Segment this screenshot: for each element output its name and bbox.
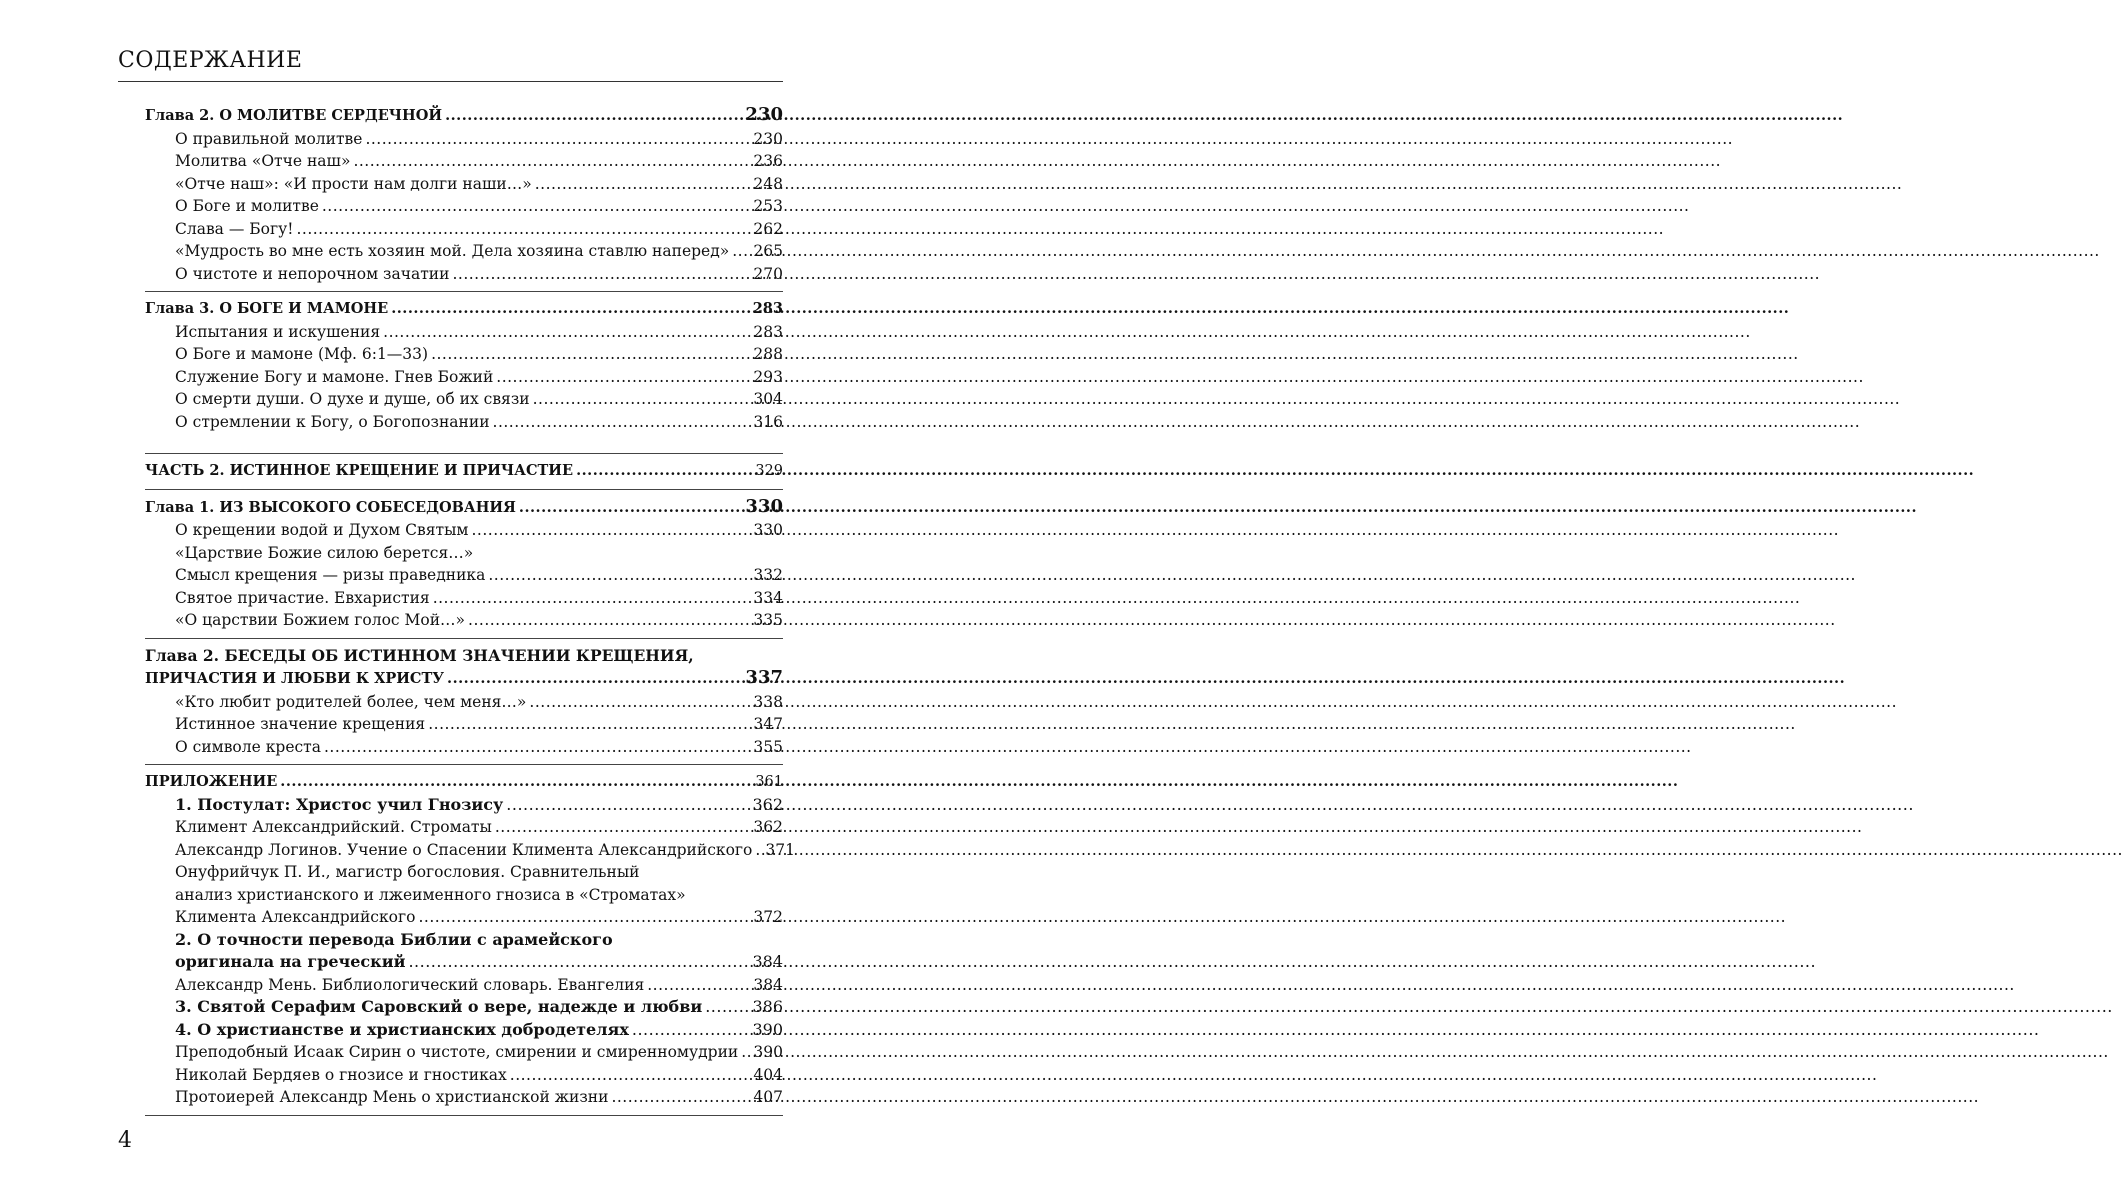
dot-leader — [280, 771, 753, 794]
divider — [145, 1115, 783, 1116]
toc-entry-page: 330 — [745, 495, 783, 517]
toc-entry[interactable] — [145, 366, 783, 389]
toc-entry-title: «Мудрость во мне есть хозяин мой. Дела хозяина ставлю наперед» — [175, 242, 730, 260]
dot-leader — [383, 321, 751, 344]
toc-section-line1[interactable]: 2. О точности перевода Библии с арамейского — [175, 929, 613, 949]
toc-chapter[interactable] — [145, 104, 783, 128]
dot-leader — [391, 298, 751, 321]
table-of-contents — [145, 104, 795, 1122]
toc-section[interactable] — [145, 1019, 783, 1042]
toc-entry-line[interactable]: анализ христианского и лжеименного гнозиса в «Строматах» — [175, 885, 686, 904]
toc-entry-title: Испытания и искушения — [175, 322, 381, 341]
divider — [145, 453, 783, 454]
toc-entry-title: О Боге и молитве — [175, 197, 319, 215]
toc-entry-page: 384 — [752, 952, 783, 971]
toc-entry[interactable] — [145, 173, 783, 196]
toc-entry[interactable] — [145, 691, 783, 714]
toc-entry-page: 386 — [752, 997, 783, 1016]
dot-leader — [496, 366, 751, 389]
toc-entry-title: Глава 3. О БОГЕ И МАМОНЕ — [145, 300, 389, 317]
toc-entry-title: «Отче наш»: «И прости нам долги наши…» — [175, 174, 532, 193]
toc-entry-page: 362 — [753, 818, 783, 836]
toc-entry-title: Николай Бердяев о гнозисе и гностиках — [175, 1065, 507, 1084]
toc-entry-title: Глава 1. ИЗ ВЫСОКОГО СОБЕСЕДОВАНИЯ — [145, 498, 516, 516]
toc-appendix[interactable] — [145, 771, 783, 794]
toc-entry[interactable] — [145, 150, 783, 173]
dot-leader — [705, 996, 750, 1019]
toc-entry-page: 372 — [753, 908, 783, 926]
toc-entry[interactable] — [145, 321, 783, 344]
toc-entry-page: 265 — [753, 242, 783, 260]
toc-entry[interactable] — [145, 609, 783, 632]
dot-leader — [324, 736, 751, 759]
dot-leader — [533, 388, 752, 411]
divider — [145, 489, 783, 490]
toc-entry[interactable] — [145, 195, 783, 218]
toc-entry-title: О стремлении к Богу, о Богопознании — [175, 412, 490, 431]
toc-entry-title: Александр Логинов. Учение о Спасении Климента Александрийского — [175, 840, 753, 859]
toc-entry[interactable] — [145, 736, 783, 759]
toc-entry-title: ПРИЧАСТИЯ И ЛЮБВИ К ХРИСТУ — [145, 670, 445, 687]
toc-entry-page: 304 — [753, 390, 783, 408]
toc-entry-title: Преподобный Исаак Сирин о чистоте, смирении и смиренномудрии — [175, 1043, 739, 1061]
toc-entry-title: Святое причастие. Евхаристия — [175, 588, 430, 607]
toc-entry-title: О правильной молитве — [175, 129, 363, 148]
dot-leader — [431, 343, 751, 366]
dot-leader — [576, 460, 753, 483]
toc-entry[interactable] — [145, 218, 783, 241]
toc-entry[interactable] — [145, 343, 783, 366]
dot-leader — [755, 839, 763, 862]
toc-entry-page: 253 — [753, 197, 783, 215]
dot-leader — [741, 1041, 751, 1064]
toc-entry-title: Молитва «Отче наш» — [175, 152, 351, 170]
dot-leader — [445, 105, 743, 128]
toc-chapter-line1[interactable]: Глава 2. БЕСЕДЫ ОБ ИСТИННОМ ЗНАЧЕНИИ КРЕЩЕНИЯ, — [145, 645, 694, 665]
dot-leader — [468, 609, 751, 632]
toc-entry[interactable] — [145, 587, 783, 610]
toc-entry[interactable] — [145, 240, 783, 263]
toc-entry-title: ЧАСТЬ 2. ИСТИННОЕ КРЕЩЕНИЕ И ПРИЧАСТИЕ — [145, 462, 574, 479]
toc-entry-page: 262 — [753, 219, 783, 238]
toc-entry-page: 283 — [752, 300, 783, 317]
toc-entry-page: 288 — [753, 345, 783, 363]
dot-leader — [495, 816, 752, 839]
toc-entry-page: 293 — [753, 367, 783, 386]
dot-leader — [506, 794, 750, 817]
toc-entry[interactable]: «Царствие Божие силою берется…» — [175, 543, 474, 562]
dot-leader — [647, 974, 751, 997]
toc-entry-page: 329 — [755, 463, 783, 479]
divider — [145, 764, 783, 765]
toc-entry-title: 4. О христианстве и христианских добродетелях — [175, 1019, 629, 1039]
toc-entry-title: оригинала на греческий — [175, 952, 406, 971]
toc-entry[interactable] — [145, 263, 783, 286]
dot-leader — [447, 668, 743, 691]
toc-entry-title: Смысл крещения — ризы праведника — [175, 566, 486, 584]
toc-entry-page: 332 — [753, 566, 783, 584]
dot-leader — [365, 128, 751, 151]
toc-entry[interactable] — [145, 1041, 783, 1064]
toc-section[interactable] — [145, 996, 783, 1019]
toc-part[interactable] — [145, 460, 783, 483]
toc-chapter[interactable] — [145, 667, 783, 691]
toc-entry-page: 334 — [753, 588, 783, 607]
page-number: 4 — [118, 1128, 132, 1153]
toc-entry-title: ПРИЛОЖЕНИЕ — [145, 773, 278, 790]
dot-leader — [408, 951, 750, 974]
dot-leader — [433, 587, 752, 610]
toc-chapter[interactable] — [145, 496, 783, 520]
toc-entry[interactable] — [145, 906, 783, 929]
toc-entry[interactable] — [145, 564, 783, 587]
toc-entry-title: Александр Мень. Библиологический словарь. Евангелия — [175, 975, 645, 994]
toc-entry-page: 330 — [753, 521, 783, 539]
toc-entry[interactable] — [145, 411, 783, 434]
toc-entry-page: 404 — [753, 1065, 783, 1084]
toc-entry-page: 316 — [753, 412, 783, 431]
toc-entry-title: Климента Александрийского — [175, 908, 416, 926]
toc-entry-page: 283 — [753, 322, 783, 341]
dot-leader — [510, 1064, 752, 1087]
dot-leader — [296, 218, 751, 241]
toc-entry-page: 407 — [753, 1088, 783, 1106]
toc-entry-page: 335 — [753, 611, 783, 629]
dot-leader — [471, 519, 751, 542]
dot-leader — [488, 564, 751, 587]
toc-entry-page: 230 — [745, 104, 783, 125]
dot-leader — [452, 263, 751, 286]
toc-entry-page: 230 — [753, 129, 783, 148]
dot-leader — [428, 713, 751, 736]
toc-entry-title: О чистоте и непорочном зачатии — [175, 264, 450, 283]
toc-chapter[interactable] — [145, 298, 783, 321]
toc-entry[interactable] — [145, 1064, 783, 1087]
toc-entry-title: 3. Святой Серафим Саровский о вере, надежде и любви — [175, 997, 703, 1016]
dot-leader — [519, 497, 744, 520]
page-title: СОДЕРЖАНИЕ — [118, 48, 303, 73]
toc-entry-page: 390 — [753, 1043, 783, 1061]
toc-entry-title: 1. Постулат: Христос учил Гнозису — [175, 794, 504, 814]
toc-entry-page: 347 — [753, 715, 783, 733]
toc-entry-title: «Кто любит родителей более, чем меня…» — [175, 692, 527, 711]
dot-leader — [493, 411, 752, 434]
dot-leader — [322, 195, 752, 218]
toc-section[interactable] — [145, 794, 783, 817]
toc-entry-page: 248 — [753, 174, 783, 193]
dot-leader — [535, 173, 752, 196]
toc-entry-page: 361 — [755, 774, 783, 790]
toc-entry[interactable] — [145, 1086, 783, 1109]
toc-entry-title: Климент Александрийский. Строматы — [175, 818, 492, 836]
toc-entry-title: О смерти души. О духе и душе, об их связи — [175, 390, 530, 408]
dot-leader — [418, 906, 751, 929]
toc-section[interactable] — [145, 951, 783, 974]
toc-entry-page: 270 — [753, 264, 783, 283]
toc-entry-title: Служение Богу и мамоне. Гнев Божий — [175, 367, 494, 386]
dot-leader — [611, 1086, 751, 1109]
toc-entry-page: 236 — [753, 152, 783, 170]
toc-entry-line[interactable]: Онуфрийчук П. И., магистр богословия. Сравнительный — [175, 863, 640, 881]
toc-entry-page: 355 — [753, 737, 783, 756]
toc-entry[interactable] — [145, 519, 783, 542]
toc-entry[interactable] — [145, 974, 783, 997]
toc-entry-title: О Боге и мамоне (Мф. 6:1—33) — [175, 345, 429, 363]
dot-leader — [632, 1019, 751, 1042]
toc-entry-title: О крещении водой и Духом Святым — [175, 521, 469, 539]
toc-entry-page: 338 — [753, 692, 783, 711]
dot-leader — [353, 150, 751, 173]
toc-entry-page: 384 — [753, 975, 783, 994]
dot-leader — [529, 691, 751, 714]
dot-leader — [732, 240, 751, 263]
toc-entry-page: 390 — [752, 1019, 783, 1039]
toc-entry[interactable] — [145, 713, 783, 736]
toc-entry-title: О символе креста — [175, 737, 321, 756]
divider — [145, 638, 783, 639]
toc-entry[interactable] — [145, 388, 783, 411]
toc-entry[interactable] — [145, 816, 783, 839]
toc-entry-page: 362 — [752, 794, 783, 814]
toc-entry-title: Слава — Богу! — [175, 219, 294, 238]
divider — [145, 291, 783, 292]
toc-entry[interactable] — [145, 128, 783, 151]
toc-entry-title: «О царствии Божием голос Мой…» — [175, 611, 466, 629]
page-header — [118, 48, 783, 82]
toc-entry-title: Протоиерей Александр Мень о христианской жизни — [175, 1088, 609, 1106]
toc-entry-title: Глава 2. О МОЛИТВЕ СЕРДЕЧНОЙ — [145, 107, 443, 124]
toc-entry-title: Истинное значение крещения — [175, 715, 426, 733]
toc-entry-page: 371 — [765, 840, 795, 859]
toc-entry[interactable] — [145, 839, 795, 862]
toc-entry-page: 337 — [745, 667, 783, 688]
